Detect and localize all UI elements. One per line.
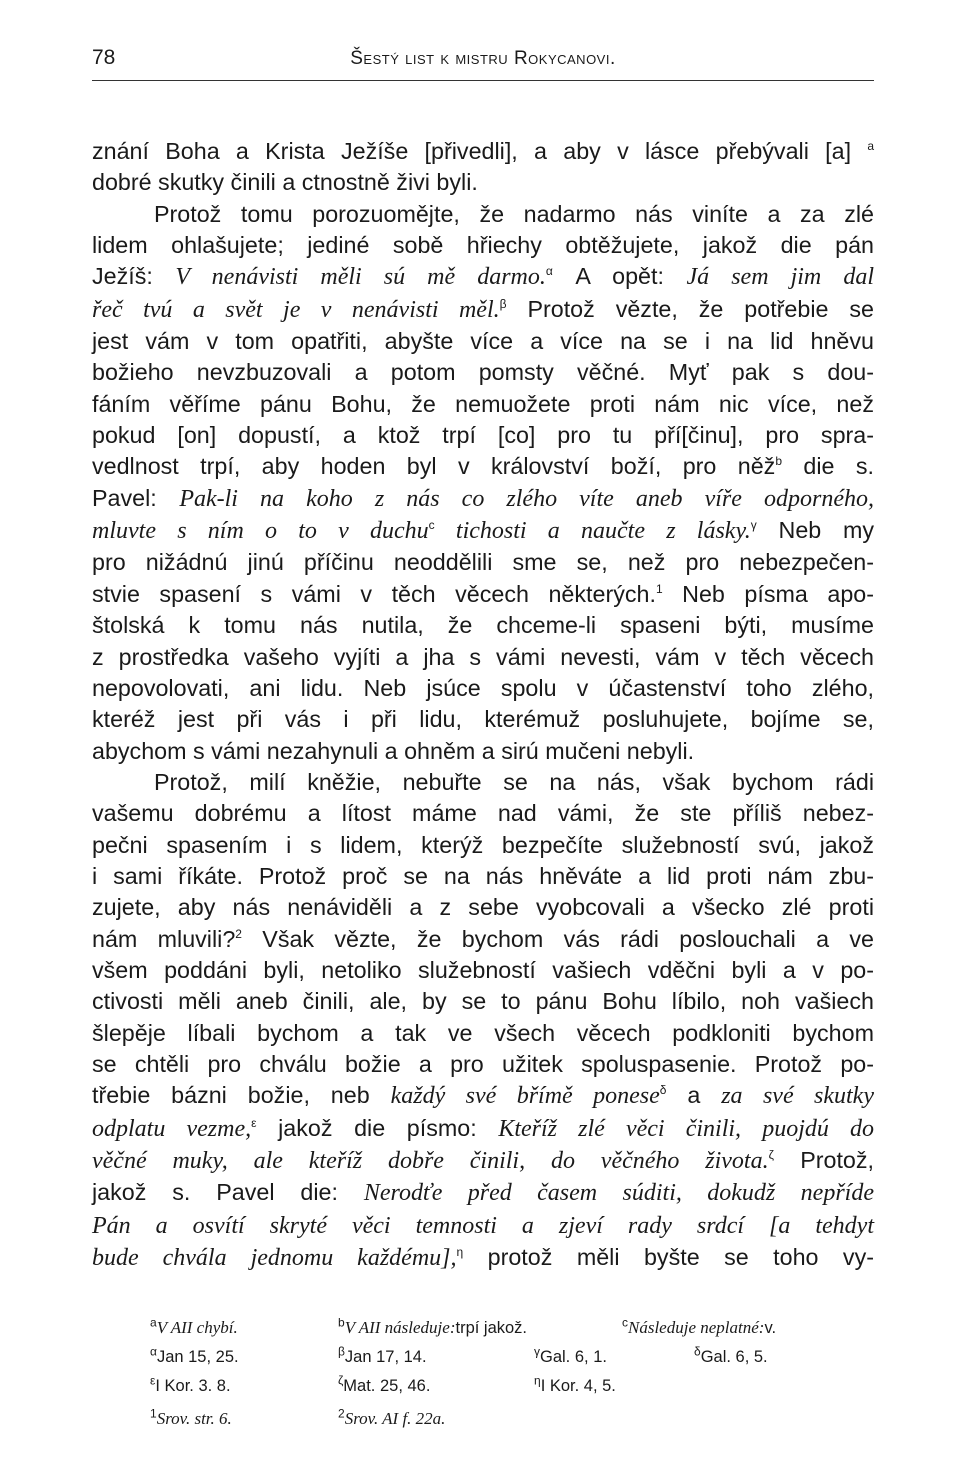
text-line xyxy=(92,798,874,829)
footnote-marker: a xyxy=(150,1315,157,1330)
text-run: třebie bázni božie, neb xyxy=(92,1082,391,1109)
text-line xyxy=(92,167,874,198)
text-run: Pavel: xyxy=(92,484,180,511)
quotation-italic: odplatu vezme, xyxy=(92,1115,252,1142)
text-run: štolská k tomu nás nutila, že chceme-li spaseni býti, musíme xyxy=(92,612,874,639)
footnote-marker: 2 xyxy=(235,926,242,941)
text-line xyxy=(92,673,874,704)
footnote-entry xyxy=(150,1406,232,1429)
text-run: abychom s vámi nezahynuli a ohněm a sirú mučeni nebyli. xyxy=(92,737,695,764)
text-line xyxy=(92,261,874,293)
text-line xyxy=(92,199,874,230)
text-line xyxy=(92,892,874,923)
footnote-marker: ε xyxy=(251,1115,257,1130)
quotation-italic: V nenávisti měli sú mě darmo. xyxy=(175,264,546,291)
text-line xyxy=(92,1018,874,1049)
text-run: Však vězte, že bychom vás rádi poslouchali a ve xyxy=(241,925,875,952)
running-title: Šestý list k mistru Rokycanovi. xyxy=(350,48,616,69)
quotation-italic: Srov. str. 6. xyxy=(156,1409,232,1428)
footnote-entry xyxy=(150,1373,231,1396)
footnote-entry xyxy=(534,1344,607,1367)
quotation-italic: Srov. AI f. 22a. xyxy=(344,1409,446,1428)
footnote-entry xyxy=(534,1373,616,1396)
text-run: se chtěli pro chválu božie a pro užitek spoluspasenie. Protož po- xyxy=(92,1050,874,1077)
text-run: božieho nevzbuzovali a potom pomsty věčné. Myť pak s dou- xyxy=(92,359,874,386)
text-line xyxy=(92,704,874,735)
text-line xyxy=(92,830,874,861)
text-run: Mat. 25, 46. xyxy=(343,1377,431,1395)
text-run: v. xyxy=(764,1319,777,1337)
text-run: Protož, milí kněžie, nebuřte se na nás, však bychom rádi xyxy=(154,768,874,795)
quotation-italic: Kteříž zlé věci činili, puojdú do xyxy=(498,1115,875,1142)
text-run: Gal. 6, 5. xyxy=(700,1348,768,1366)
text-run: Protož tomu porozuomějte, že nadarmo nás viníte a za zlé xyxy=(154,200,874,227)
text-run: Neb my xyxy=(756,517,874,544)
text-run: pro nižádnú jinú příčinu neoddělili sme se, než pro nebezpečen- xyxy=(92,549,874,576)
text-run: trpí jakož. xyxy=(455,1319,528,1337)
text-run: stvie spasení s vámi v těch věcech některých. xyxy=(92,580,656,607)
text-line xyxy=(92,1049,874,1080)
text-run: vašemu dobrému a lítost máme nad vámi, že ste příliš nebez- xyxy=(92,800,874,827)
text-run: Jan 15, 25. xyxy=(156,1348,239,1366)
text-run: šlepěje líbali bychom a tak ve všech věcech podkloniti bychom xyxy=(92,1019,874,1046)
footnote-marker: b xyxy=(338,1315,345,1330)
text-run: jest vám v tom opatřiti, abyšte více a více na se i na lid hněvu xyxy=(92,328,874,355)
text-line xyxy=(92,861,874,892)
text-line xyxy=(92,547,874,578)
footnote-entry xyxy=(338,1344,427,1367)
quotation-italic: řeč tvú a svět je v nenávisti měl. xyxy=(92,296,500,323)
footnote-entry xyxy=(694,1344,768,1367)
footnote-marker: β xyxy=(499,296,507,311)
footnote-marker: 1 xyxy=(150,1406,157,1421)
text-line xyxy=(92,136,874,167)
text-line xyxy=(92,1080,874,1112)
footnote-marker: b xyxy=(775,454,783,469)
text-line xyxy=(92,451,874,482)
text-run: jakož s. Pavel die: xyxy=(92,1179,364,1206)
text-run: Gal. 6, 1. xyxy=(540,1348,607,1366)
quotation-italic: V AII chybí. xyxy=(156,1318,238,1337)
text-run: pokud [on] dopustí, a ktož trpí [co] pro tu pří[činu], pro spra- xyxy=(92,422,874,449)
footnote-marker: γ xyxy=(750,518,757,533)
text-line xyxy=(92,1177,874,1209)
text-run: A opět: xyxy=(552,263,687,290)
quotation-italic: za své skutky xyxy=(721,1083,874,1110)
text-run: i sami říkáte. Protož proč se na nás hněváte a lid proti nám zbu- xyxy=(92,862,874,889)
text-line xyxy=(92,1210,874,1242)
text-line xyxy=(92,357,874,388)
text-line xyxy=(92,326,874,357)
quotation-italic: Pán a osvítí skryté věci temnosti a zjeví rady srdcí [a tehdyt xyxy=(92,1212,874,1239)
text-line xyxy=(92,955,874,986)
text-run: z prostředka vašeho vyjíti a jha s vámi nevesti, vám v těch věcech xyxy=(92,643,874,670)
text-run: znání Boha a Krista Ježíše [přivedli], a aby v lásce přebývali [a] xyxy=(92,138,868,164)
text-run: Neb písma apo- xyxy=(662,580,874,607)
text-run: vedlnost trpí, aby hoden byl v království boží, pro něž xyxy=(92,453,776,480)
footnote-entry xyxy=(622,1315,777,1338)
quotation-italic: každý své břímě ponese xyxy=(390,1083,660,1110)
page-header xyxy=(92,46,874,81)
text-line xyxy=(92,610,874,641)
text-line xyxy=(92,230,874,261)
text-line xyxy=(92,389,874,420)
footnote-marker: ε xyxy=(150,1373,156,1388)
text-run: fáním věříme pánu Bohu, že nemuožete proti nám nic více, než xyxy=(92,390,874,417)
text-line xyxy=(92,483,874,515)
footnote-marker: β xyxy=(338,1344,345,1359)
footnote-marker: δ xyxy=(694,1344,701,1359)
quotation-italic: Pak-li na koho z nás co zlého víte aneb víře odporného, xyxy=(179,485,874,512)
text-run: lidem ohlašujete; jediné sobě hřiechy obtěžujete, jakož die pán xyxy=(92,232,874,259)
footnote-entry xyxy=(338,1373,431,1396)
text-run: Protož vězte, že potřebie se xyxy=(506,295,874,322)
quotation-italic: Nerodťe před časem súditi, dokudž nepříde xyxy=(363,1180,874,1207)
footnote-marker: α xyxy=(150,1344,157,1359)
text-run: Ježíš: xyxy=(92,263,176,290)
text-line xyxy=(92,294,874,326)
page-number: 78 xyxy=(92,46,116,69)
quotation-italic: tichosti a naučte z lásky. xyxy=(434,518,751,545)
quotation-italic: bude chvála jednomu každému], xyxy=(92,1245,457,1272)
quotation-italic: mluvte s ním o to v duchu xyxy=(92,518,429,545)
main-text xyxy=(92,136,874,1274)
footnote-entry xyxy=(150,1315,238,1338)
text-run: nepovolovati, ani lidu. Neb jsúce spolu v účastenství toho zlého, xyxy=(92,674,874,701)
text-run: všem poddáni byli, netoliko služebností vašiech vděčni byli a v po- xyxy=(92,956,874,983)
footnote-marker: ζ xyxy=(768,1148,774,1163)
text-run: die s. xyxy=(782,453,875,480)
footnote-marker: η xyxy=(534,1373,541,1388)
text-line xyxy=(92,1113,874,1145)
footnote-marker: η xyxy=(456,1245,464,1260)
text-line xyxy=(92,1242,874,1274)
text-line xyxy=(92,642,874,673)
quotation-italic: Já sem jim dal xyxy=(686,264,874,291)
text-run: zujete, aby nás nenáviděli a z sebe vyobcovali a všecko zlé proti xyxy=(92,894,874,921)
text-run: nám mluvili? xyxy=(92,925,236,952)
quotation-italic: V AII následuje: xyxy=(344,1318,456,1337)
text-run: pečni spasením i s lidem, kterýž bezpečíte služebností svú, jakož xyxy=(92,831,874,858)
text-line xyxy=(92,579,874,610)
quotation-italic: Následuje neplatné: xyxy=(628,1318,765,1337)
text-run: I Kor. 3. 8. xyxy=(155,1377,231,1395)
text-line xyxy=(92,924,874,955)
footnote-marker: δ xyxy=(659,1083,667,1098)
text-run: dobré skutky činili a ctnostně živi byli. xyxy=(92,169,478,196)
text-run: kteréž jest při vás i při lidu, kterémuž posluhujete, bojíme se, xyxy=(92,706,874,733)
text-line xyxy=(92,767,874,798)
footnote-marker: α xyxy=(545,264,553,279)
text-run: I Kor. 4, 5. xyxy=(540,1377,616,1395)
footnote-marker: c xyxy=(622,1315,628,1330)
quotation-italic: věčné muky, ale kteříž dobře činili, do věčného života. xyxy=(92,1148,769,1174)
footnote-marker: 1 xyxy=(655,582,663,597)
footnote-entry xyxy=(338,1315,528,1338)
text-line xyxy=(92,986,874,1017)
footnote-marker: ζ xyxy=(338,1373,344,1388)
text-run: Jan 17, 14. xyxy=(344,1348,427,1366)
text-line xyxy=(92,515,874,547)
text-run: Protož, xyxy=(773,1147,874,1173)
text-run: jakož die písmo: xyxy=(256,1114,499,1141)
text-run: protož měli byšte se toho vy- xyxy=(463,1244,874,1271)
text-line xyxy=(92,420,874,451)
footnote-marker: 2 xyxy=(338,1406,345,1421)
text-run: ctivosti měli aneb činili, ale, by se to pánu Bohu líbilo, noh vašiech xyxy=(92,988,874,1015)
text-line xyxy=(92,736,874,767)
text-run: a xyxy=(666,1082,722,1109)
footnote-marker: γ xyxy=(534,1344,540,1359)
footnote-marker: a xyxy=(867,139,874,154)
footnote-marker: c xyxy=(428,518,435,533)
footnote-entry xyxy=(338,1406,446,1429)
footnote-entry xyxy=(150,1344,239,1367)
text-line xyxy=(92,1145,874,1177)
